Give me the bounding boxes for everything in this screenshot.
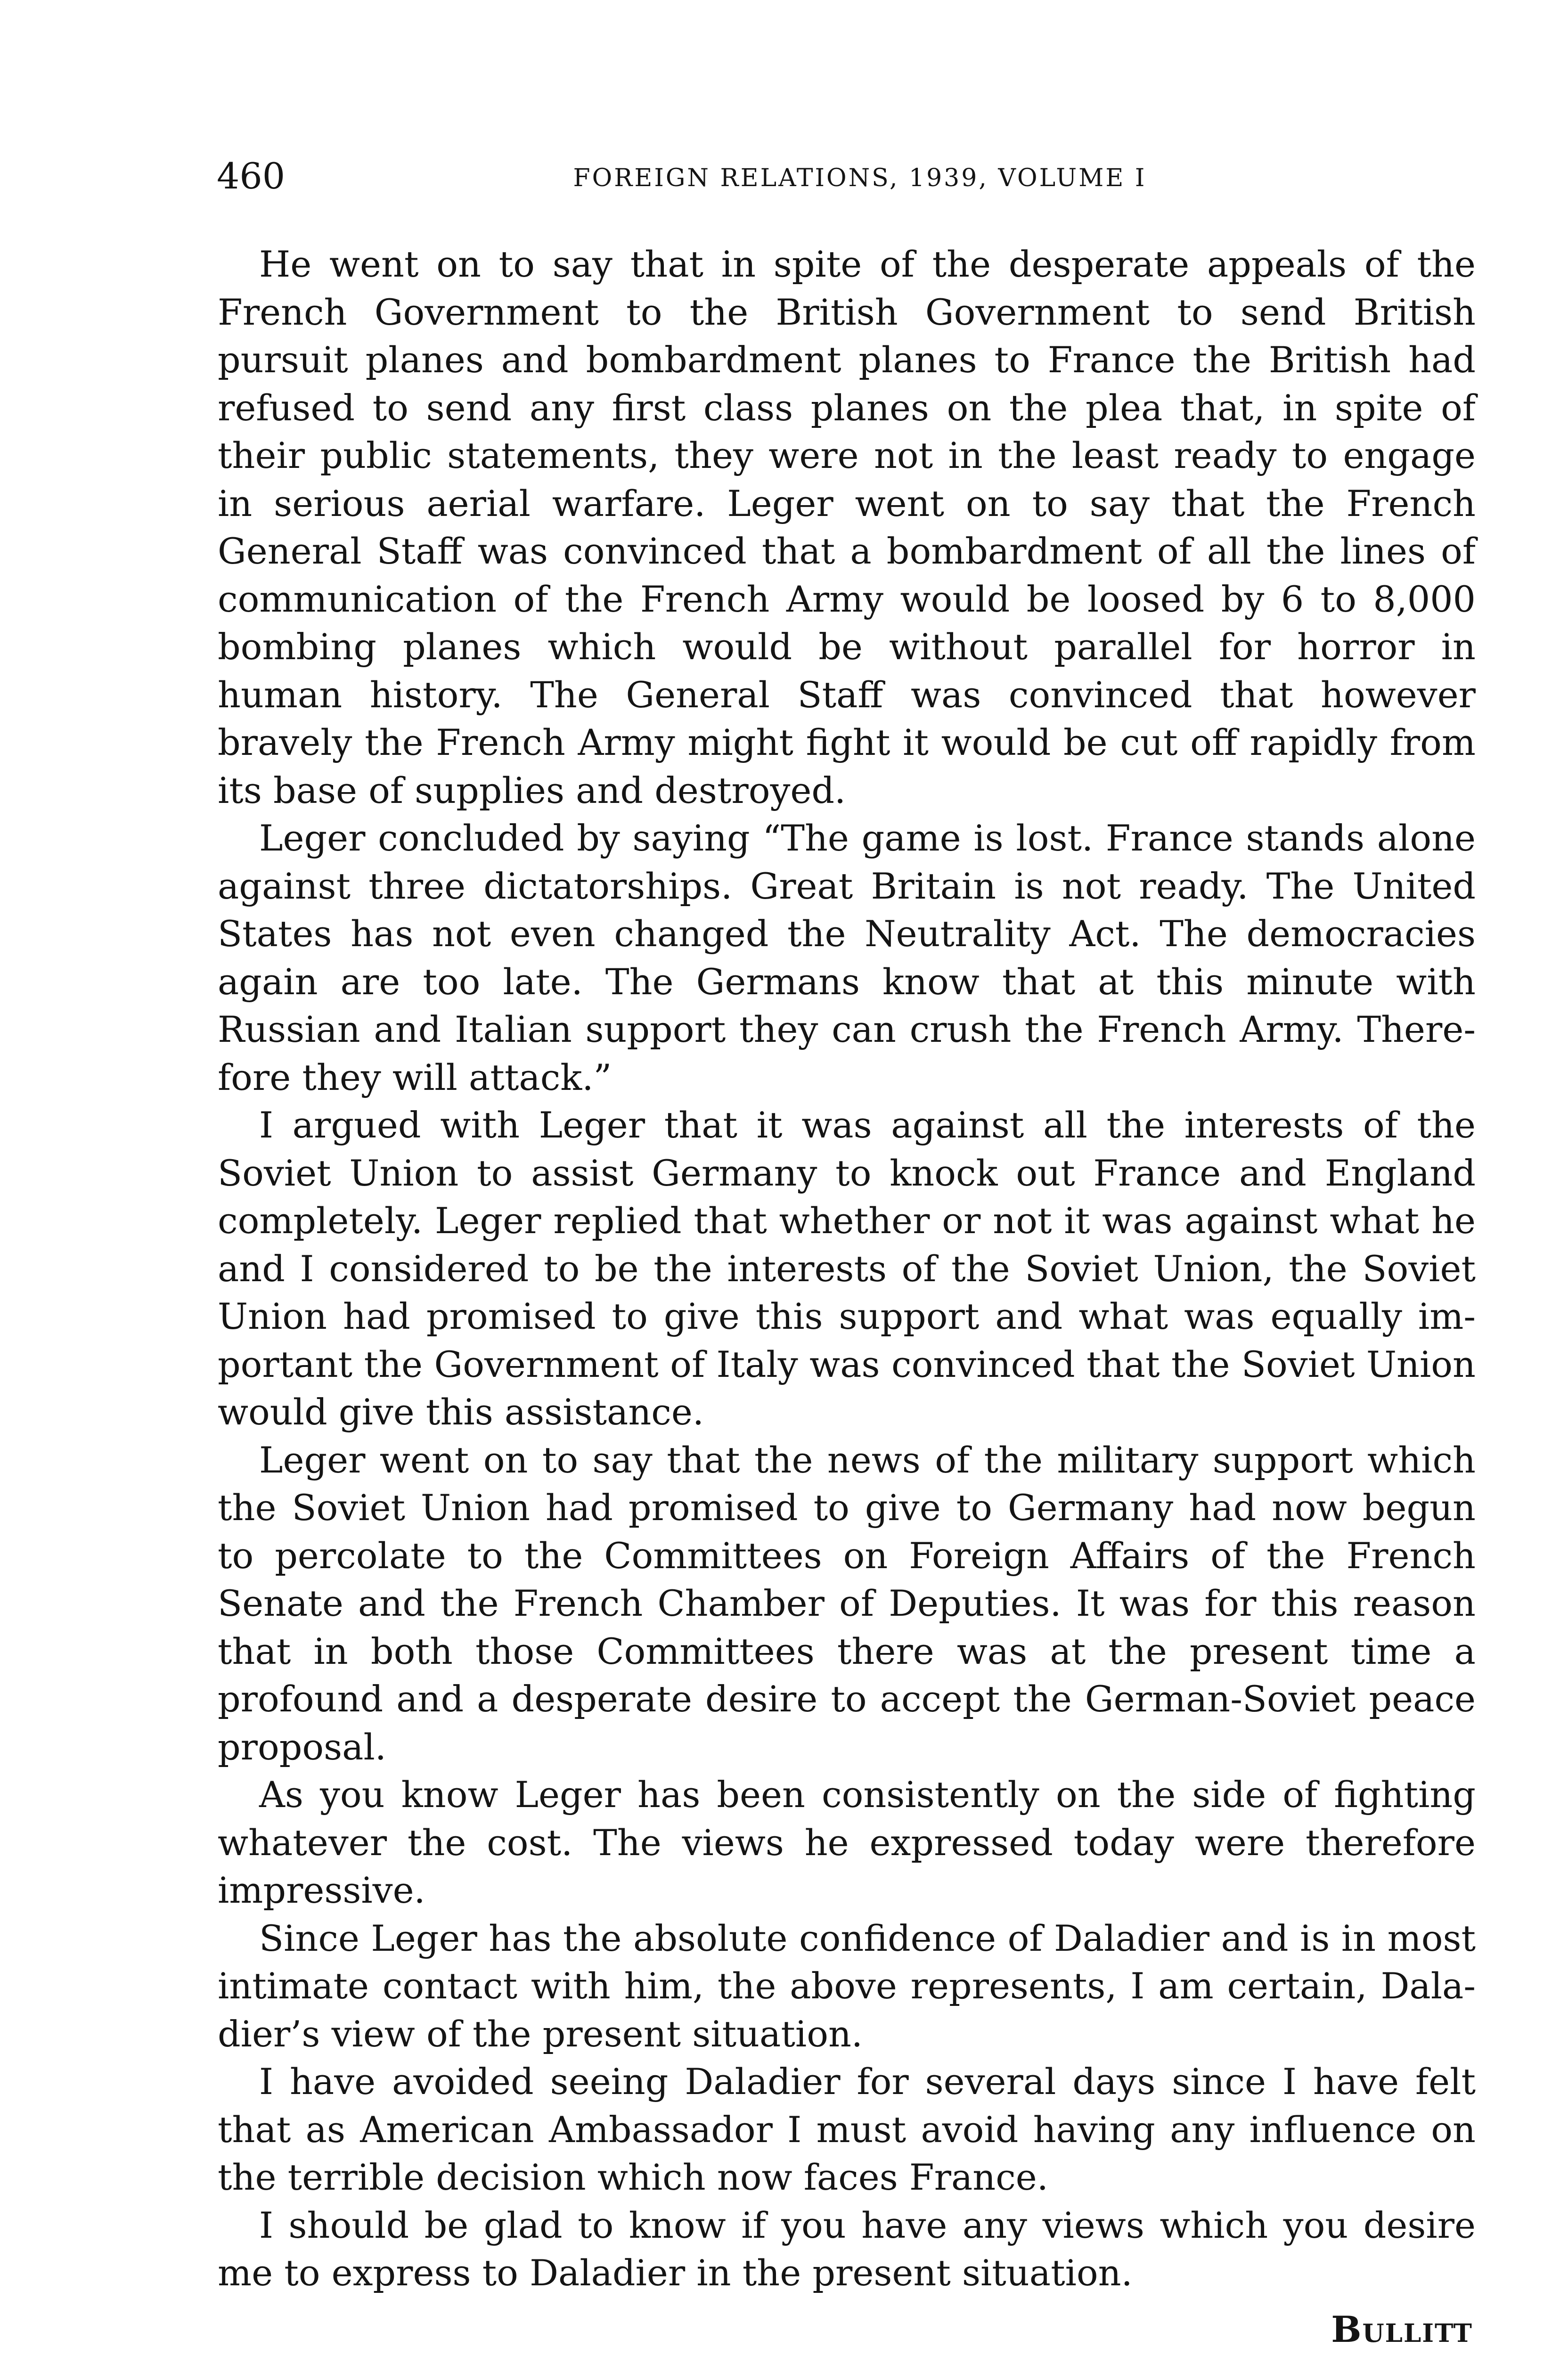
paragraph-5: As you know Leger has been consistently on the side of fighting whatever the cost. The views he expressed today were therefore impressive.: [218, 1774, 1476, 1911]
paragraph-4: Leger went on to say that the news of the military support which the Soviet Union had promised to give to Germany had now begun to percolate to the Committees on Foreign Affairs of the French Senate and the French Chamber of Deputies. It was for this reason that in both those Committees there was at the present time a profound and a desperate desire to accept the German-Soviet peace proposal.: [218, 1439, 1476, 1768]
paragraph-2: Leger concluded by saying “The game is lost. France stands alone against three dictatorships. Great Britain is not ready. The United States has not even changed the Neutrality Act. The democracies again are too late. The Germans know that at this minute with Russian and Italian support they can crush the French Army. Therefore they will attack.”: [218, 817, 1476, 1098]
page-number: 460: [217, 155, 286, 197]
paragraph-1: He went on to say that in spite of the desperate appeals of the French Government to the British Government to send British pursuit planes and bombardment planes to France the British had refused to send any first class planes on the plea that, in spite of their public statements, they were not in the least ready to engage in serious aerial warfare. Leger went on to say that the French General Staff was convinced that a bombardment of all the lines of communication of the French Army would be loosed by 6 to 8,000 bombing planes which would be without parallel for horror in human history. The General Staff was convinced that however bravely the French Army might fight it would be cut off rapidly from its base of supplies and destroyed.: [218, 243, 1476, 811]
running-head: [217, 150, 1465, 202]
paragraph-6: Since Leger has the absolute confidence of Daladier and is in most intimate contact with him, the above represents, I am certain, Daladier’s view of the present situation.: [218, 1917, 1476, 2055]
paragraph-7: I have avoided seeing Daladier for several days since I have felt that as American Ambassador I must avoid having any influence on the terrible decision which now faces France.: [218, 2061, 1476, 2198]
signature-line: [218, 2297, 1476, 2354]
running-title: FOREIGN RELATIONS, 1939, VOLUME I: [573, 164, 1147, 192]
signature: Bullitt: [1331, 2308, 1473, 2350]
paragraph-3: I argued with Leger that it was against all the interests of the Soviet Union to assist Germany to knock out France and England completely. Leger replied that whether or not it was against what he and I considered to be the interests of the Soviet Union, the Soviet Union had promised to give this support and what was equally important the Government of Italy was convinced that the Soviet Union would give this assistance.: [218, 1104, 1476, 1433]
paragraph-8: I should be glad to know if you have any views which you desire me to express to Daladier in the present situation.: [218, 2204, 1476, 2294]
document-body: [218, 240, 1476, 2353]
